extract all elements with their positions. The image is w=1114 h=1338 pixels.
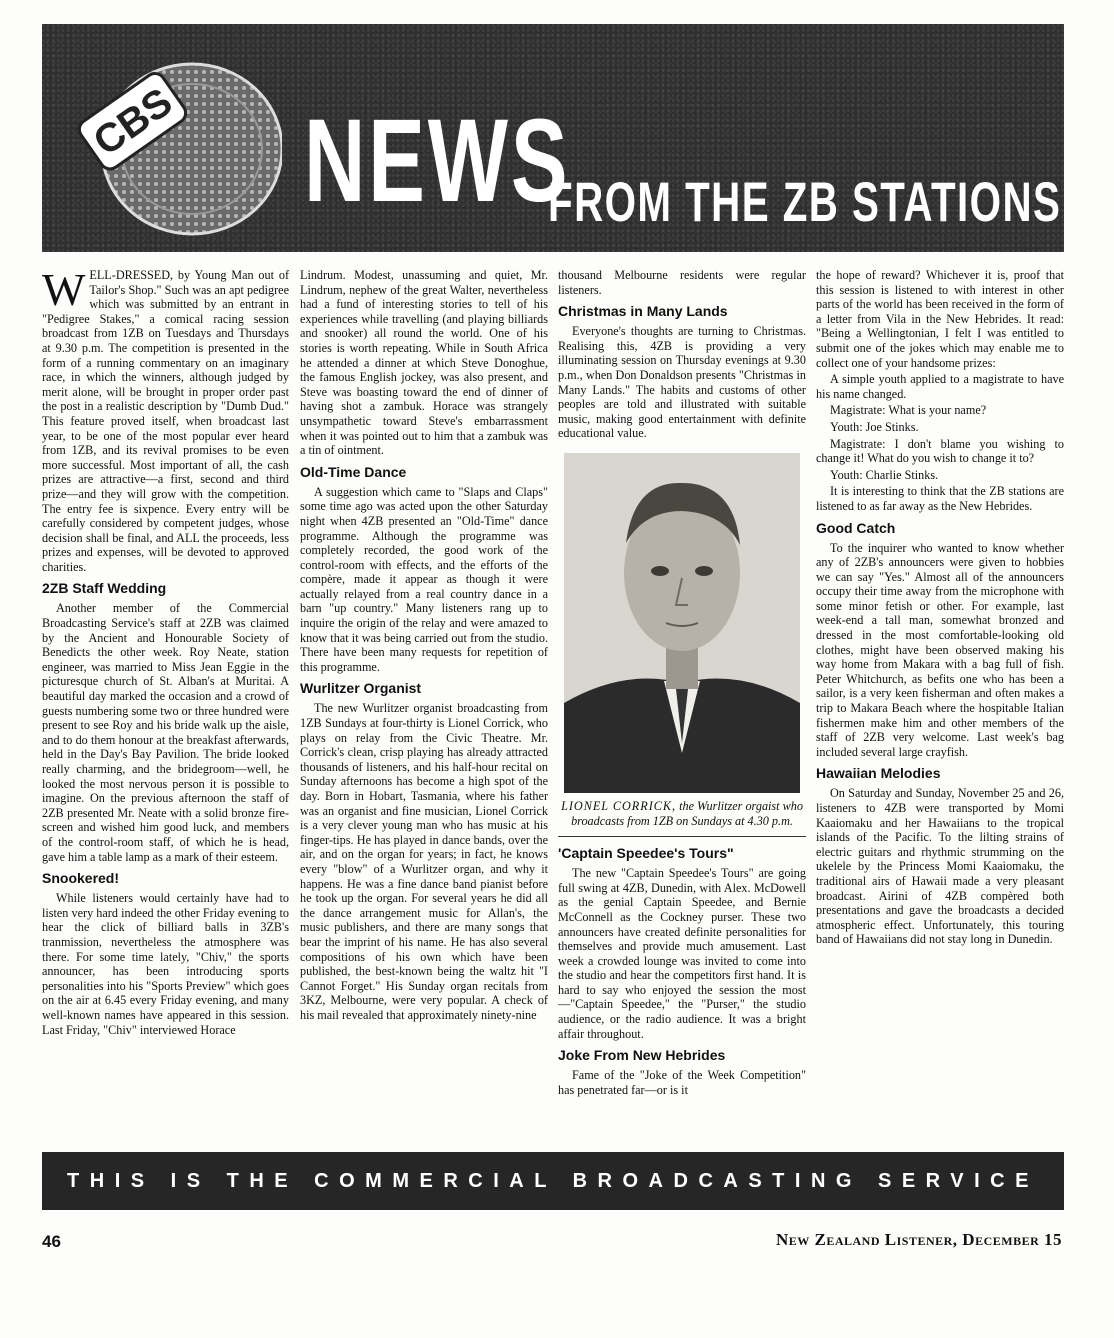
heading-captain-speedee: 'Captain Speedee's Tours" bbox=[558, 845, 734, 862]
heading-joke-new-hebrides: Joke From New Hebrides bbox=[558, 1047, 726, 1064]
joke-line-4: Youth: Charlie Stinks. bbox=[830, 467, 939, 482]
column-2 bbox=[300, 268, 548, 1023]
intro-paragraph bbox=[42, 264, 289, 574]
joke-line-3: Magistrate: I don't blame you wishing to change it! What do you wish to change it to? bbox=[816, 436, 1064, 466]
heading-christmas: Christmas in Many Lands bbox=[558, 303, 728, 320]
column-1 bbox=[42, 264, 289, 1037]
caption-name: LIONEL CORRICK, bbox=[561, 798, 677, 813]
heading-wurlitzer-organist: Wurlitzer Organist bbox=[300, 680, 422, 697]
heading-staff-wedding: 2ZB Staff Wedding bbox=[42, 580, 167, 597]
dance-paragraph: A suggestion which came to "Slaps and Claps" some time ago was acted upon the other Saturday night when 4ZB presented an "Old-Time" dance programme. Although the programme was completely recorded, the good work of the control-room with effects, and the efforts of the compère, made it appear as though it were actually relayed from a real country dance in a barn "up country." Many listeners rang up to inquire the origin of the relay and were amazed to know that it was being carried out from the studio. There have been many requests for repetition of this programme. bbox=[300, 484, 548, 674]
melbourne-paragraph: thousand Melbourne residents were regular listeners. bbox=[558, 268, 806, 297]
photo-caption bbox=[558, 799, 806, 828]
organist-paragraph: The new Wurlitzer organist broadcasting from 1ZB Sundays at four-thirty is Lionel Corrick, who plays on relay from the Civic Theatre. Mr. Corrick's clean, crisp playing has already attracted thousands of listeners, and his half-hour recital on Sunday afternoons has become a high spot of the day. Born in Hobart, Tasmania, where his father was an organist and fine musician, Lionel Corrick is a very clever young man who has music at his finger-tips. He has played in dance bands, over the air, and on the organ for years; in fact, he knows every "blow" of a Wurlitzer organ, and why it happens. He was a fine dance band pianist before he took up the organ. For several years he did all the dance arrangement music for Allan's, the music publishers, and there are many songs that bear the imprint of his name. He has also several compositions of his own which have been published, the best-known being the waltz hit "I Cannot Forget." His Sunday organ recitals from 3KZ, Melbourne, were very popular. A check of his mail revealed that approximately ninety-nine bbox=[300, 701, 548, 1022]
wedding-paragraph: Another member of the Commercial Broadcasting Service's staff at 2ZB was claimed by the Ancient and Honourable Society of Benedicts the other week. Roy Neate, station engineer, was married to Miss Jean Eggie in the picturesque church of St. Alban's at Muritai. A beautiful day marked the occasion and a crowd of guests numbering some two or three hundred were present to see Roy and his bride walk up the aisle, and to do them honour at the breakfast afterwards, held in the Day's Bay Pavilion. The bride looked really charming, and the bridegroom—well, he looked the most nervous person it is possible to imagine. On the previous afternoon the staff of 2ZB presented Mr. Neate with a solid bronze fire-screen and wished him good luck, and members of the control-room staff, of which he is head, gave him a table lamp as a mark of their esteem. bbox=[42, 601, 289, 864]
heading-old-time-dance: Old-Time Dance bbox=[300, 463, 407, 480]
heading-hawaiian-melodies: Hawaiian Melodies bbox=[816, 765, 941, 782]
letter-paragraph: the hope of reward? Whichever it is, proof that this session is listened to with interest in other parts of the world has been received in the form of a letter from Vila in the New Hebrides. It read: "Being a Wellingtonian, I felt I was entitled to submit one of the jokes which may enable me to collect one of your handsome prizes: bbox=[816, 268, 1064, 370]
service-banner bbox=[42, 1152, 1064, 1210]
joke-intro: A simple youth applied to a magistrate to have his name changed. bbox=[816, 372, 1064, 401]
lindrum-paragraph: Lindrum. Modest, unassuming and quiet, Mr. Lindrum, nephew of the great Walter, nevertheless had a fund of interesting stories to tell of his experiences while travelling (and playing billiards and snooker) all round the world. One of his stories is worth repeating. While in South Africa he attended a dinner at which Steve Donoghue, the famous English jockey, was also present, and Steve was boasting toward the end of dinner of having shot a zambuk. Horace was strangely unsympathetic toward Steve's embarrassment when it was pointed out to him that a zambuk was a tin of ointment. bbox=[300, 268, 548, 458]
joke-paragraph: Fame of the "Joke of the Week Competition" has penetrated far—or is it bbox=[558, 1068, 806, 1097]
joke-end: It is interesting to think that the ZB stations are listened to as far away as the New Hebrides. bbox=[816, 484, 1064, 513]
christmas-paragraph: Everyone's thoughts are turning to Christmas. Realising this, 4ZB is providing a very illuminating session on Thursday evenings at 9.30 p.m., when Don Donaldson presents "Christmas in Many Lands." The habits and customs of other peoples are told and illustrated with suitable music, making good entertainment with definite educational value. bbox=[558, 324, 806, 441]
heading-good-catch: Good Catch bbox=[816, 519, 896, 536]
publication-footer: New Zealand Listener, December 15 bbox=[775, 1230, 1062, 1249]
masthead-subtitle: FROM THE ZB STATIONS bbox=[548, 170, 1062, 233]
joke-line-2: Youth: Joe Stinks. bbox=[830, 419, 919, 434]
caption-text: the Wurlitzer orgaist who broadcasts from 1ZB on Sundays at 4.30 p.m. bbox=[571, 798, 803, 828]
heading-snookered: Snookered! bbox=[42, 870, 120, 887]
masthead bbox=[42, 24, 1064, 252]
portrait-image bbox=[564, 453, 800, 793]
microphone-logo-icon bbox=[72, 44, 282, 244]
intro-text: ELL-DRESSED, by Young Man out of Tailor's Shop." Such was an apt pedigree which was submitted by an entrant in "Pedigree Stakes," a comical racing session broadcast from 1ZB on Tuesdays and Thursdays at 9.30 p.m. The competition is presented in the form of a running commentary on an imaginary race, in which the winners, although judged by merit alone, will be brought in proper order past the post in a realistic description by "Dumb Dud." This feature proved itself, when broadcast last year, to be one of the most popular ever heard from 1ZB, and its revival promises to be even more successful. Most important of all, the cash prizes are attractive—a first, second and third prize—and they will grow with the competition. The entry fee is sixpence. Every entry will be carefully considered by competent judges, whose decision shall be final, and ALL the proceeds, less prizes and expenses, will be devoted to approved charities. bbox=[42, 268, 289, 574]
column-3 bbox=[558, 268, 806, 1097]
portrait-photo bbox=[564, 453, 800, 793]
divider bbox=[558, 836, 806, 837]
snooker-paragraph: While listeners would certainly have had to listen very hard indeed the other Friday evening to hear the click of billiard balls in 3ZB's tranmission, nevertheless the atmosphere was there. For some time lately, "Chiv," the sports announcer, has been introducing sports personalities into his "Sports Preview" which goes on the air at 6.45 every Friday evening, and many well-known names have appeared in this session. Last Friday, "Chiv" interviewed Horace bbox=[42, 891, 289, 1037]
cbs-logo-text: CBS bbox=[85, 79, 181, 165]
masthead-title: NEWS bbox=[304, 95, 571, 227]
column-4 bbox=[816, 268, 1064, 947]
tours-paragraph: The new "Captain Speedee's Tours" are going full swing at 4ZB, Dunedin, with Alex. McDowell as the genial Captain Speedee, and Bernie McConnell as the Cockney purser. These two announcers have created definite personalities for themselves and provide much amusement. Last week a crowded lounge was invited to come into the studio and hear the competitors first hand. It is hard to say who enjoyed the session the most—"Captain Speedee," the "Purser," the studio audience, or the radio audience. It was a bright affair throughout. bbox=[558, 866, 806, 1041]
banner-text: THIS IS THE COMMERCIAL BROADCASTING SERVICE bbox=[67, 1169, 1039, 1192]
page-number: 46 bbox=[42, 1232, 61, 1251]
joke-line-1: Magistrate: What is your name? bbox=[830, 403, 987, 418]
catch-paragraph: To the inquirer who wanted to know whether any of 2ZB's announcers were given to hobbies we can say "Yes." Almost all of the announcers occupy their time away from the microphone with some minor fetish or other. For example, last week-end a tall man, somewhat bronzed and dressed in the most comfortable-looking old clothes, might have been observed making his way home from Makara with a bag full of fish. Peter Whitchurch, as befits one who has been a sailor, is a very keen fisherman and often makes a trip to Makara Beach where the hospitable Italian fishermen make him and other members of the staff of 2ZB very welcome. Last week's bag included several large crayfish. bbox=[816, 540, 1064, 759]
hawaii-paragraph: On Saturday and Sunday, November 25 and 26, listeners to 4ZB were transported by Momi Kaaiomaku and her Hawaiians to the tropical islands of the Pacific. To the lilting strains of electric guitars and rhythmic strumming on the ukelele by the Princess Momi Kaaiomaku, the traditional airs of Hawaii made a very pleasant broadcast. Airini of 4ZB compèred both presentations and gave the broadcasts a decided atmospheric effect. Unfortunately, this touring band of Hawaiians did not stay long in Dunedin. bbox=[816, 786, 1064, 947]
drop-cap: W bbox=[42, 264, 86, 315]
